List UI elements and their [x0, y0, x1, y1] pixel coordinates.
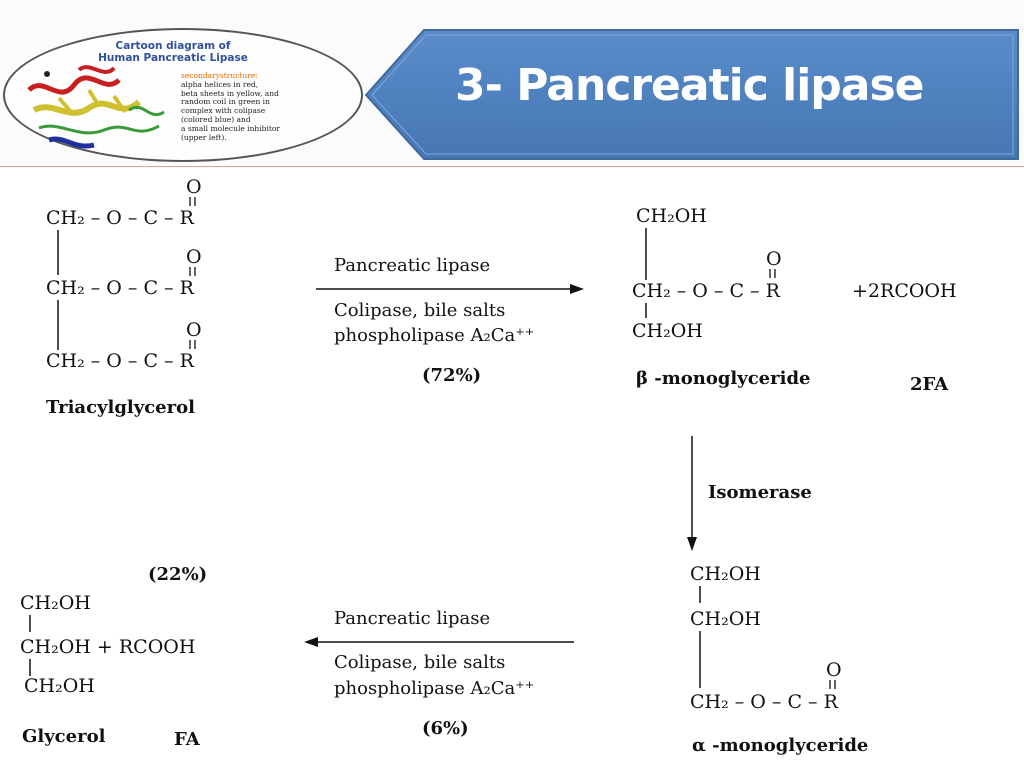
- alpha-top: CH₂OH: [690, 563, 761, 585]
- carbonyl-oxygen-1: O: [186, 176, 202, 198]
- isomerase-label: Isomerase: [708, 482, 812, 503]
- reaction1-percent: (72%): [422, 365, 482, 386]
- glycerol-fa-label: FA: [174, 729, 200, 750]
- carbonyl-oxygen-2: O: [186, 246, 202, 268]
- glycerol-middle: CH₂OH + RCOOH: [20, 636, 196, 658]
- triacylglycerol-label: Triacylglycerol: [46, 397, 195, 418]
- glycerol-percent: (22%): [148, 564, 208, 585]
- reaction-2: [304, 608, 574, 739]
- beta-fa-label: 2FA: [910, 374, 949, 395]
- arrow-left-icon: [304, 637, 318, 647]
- inset-description: secondarystructure: alpha helices in red, beta sheets in yellow, and random coil in green in complex with colipase (colored blue) and a small molecule inhibitor (upper left).: [181, 71, 280, 142]
- reaction1-cofactors-2: phospholipase A₂Ca⁺⁺: [334, 325, 535, 346]
- inset-title: Cartoon diagram of Human Pancreatic Lipase: [98, 40, 248, 64]
- alpha-middle: CH₂OH: [690, 608, 761, 630]
- reaction2-cofactors-1: Colipase, bile salts: [334, 652, 506, 673]
- beta-top: CH₂OH: [636, 205, 707, 227]
- arrow-right-icon: [570, 284, 584, 294]
- alpha-bottom: CH₂ – O – C – R: [690, 691, 838, 713]
- reaction-diagram: [0, 167, 1024, 768]
- reaction2-percent: (6%): [422, 718, 469, 739]
- glycerol-label: Glycerol: [22, 726, 106, 747]
- lipase-inset-image: [3, 28, 363, 162]
- slide-title: 3- Pancreatic lipase: [455, 60, 924, 111]
- alpha-oxygen: O: [826, 659, 842, 681]
- protein-cartoon-icon: [19, 50, 179, 160]
- beta-middle: CH₂ – O – C – R: [632, 280, 780, 302]
- reaction1-enzyme: Pancreatic lipase: [334, 255, 491, 276]
- reaction1-cofactors-1: Colipase, bile salts: [334, 300, 506, 321]
- carbonyl-oxygen-3: O: [186, 319, 202, 341]
- alpha-label: α -monoglyceride: [692, 735, 869, 756]
- beta-label: β -monoglyceride: [636, 368, 811, 389]
- beta-oxygen: O: [766, 248, 782, 270]
- beta-monoglyceride: [632, 205, 957, 395]
- reaction2-enzyme: Pancreatic lipase: [334, 608, 491, 629]
- glycerol-top: CH₂OH: [20, 592, 91, 614]
- beta-bottom: CH₂OH: [632, 320, 703, 342]
- tag-row-2: CH₂ – O – C – R: [46, 277, 194, 299]
- isomerase-step: [687, 436, 812, 551]
- glycerol: [20, 564, 207, 750]
- reaction-1: [316, 255, 584, 386]
- arrow-down-icon: [687, 537, 697, 551]
- tag-row-1: CH₂ – O – C – R: [46, 207, 194, 229]
- slide-header: [0, 0, 1024, 165]
- tag-row-3: CH₂ – O – C – R: [46, 350, 194, 372]
- glycerol-bottom: CH₂OH: [24, 675, 95, 697]
- reaction-scheme: [0, 167, 1024, 768]
- alpha-monoglyceride: [690, 563, 868, 756]
- beta-rcooh: +2RCOOH: [852, 280, 957, 302]
- reaction2-cofactors-2: phospholipase A₂Ca⁺⁺: [334, 678, 535, 699]
- triacylglycerol: [46, 176, 202, 418]
